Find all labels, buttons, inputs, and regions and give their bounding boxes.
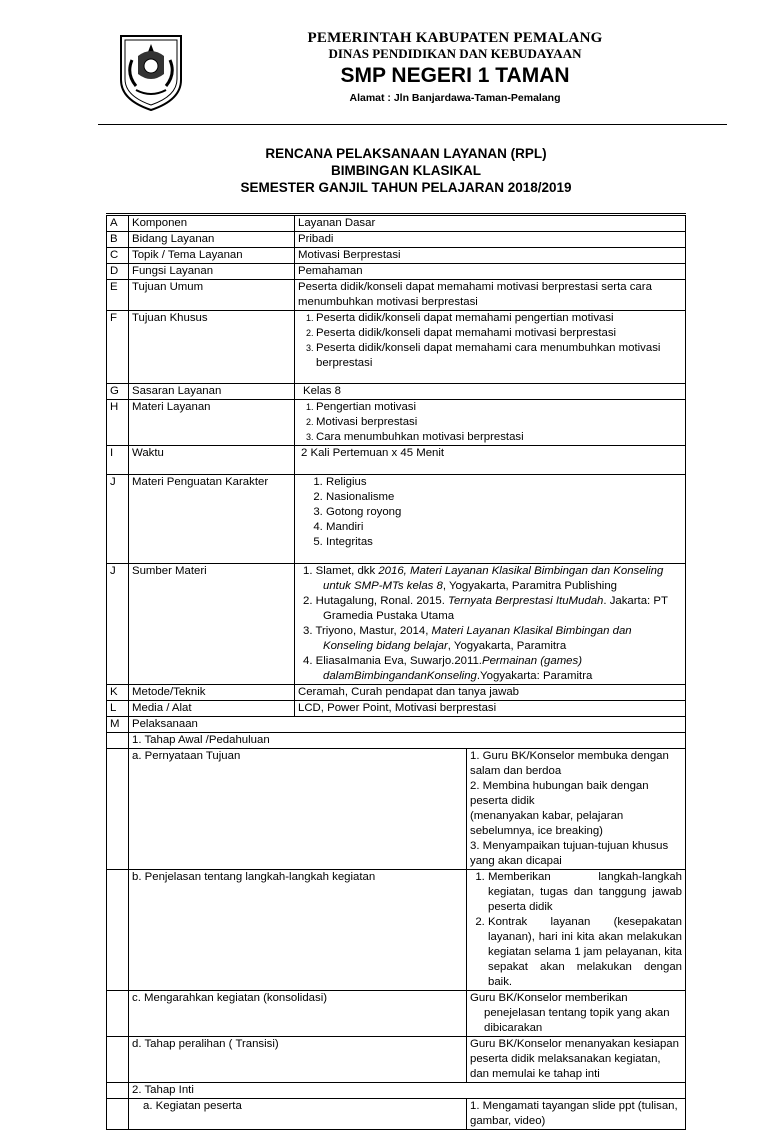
row-value: Pribadi bbox=[295, 232, 686, 248]
source-text: , Yogyakarta, Paramitra Publishing bbox=[442, 580, 617, 592]
table-row bbox=[107, 1037, 686, 1083]
table-row bbox=[107, 446, 686, 475]
table-row bbox=[107, 475, 686, 564]
row-label: Sumber Materi bbox=[129, 564, 295, 685]
row-code: J bbox=[107, 564, 129, 685]
source-title: Ternyata Berprestasi ItuMudah bbox=[448, 595, 604, 607]
stage-step-label bbox=[129, 870, 467, 991]
table-row bbox=[107, 685, 686, 701]
table-row bbox=[107, 280, 686, 311]
title-line-1: RENCANA PELAKSANAAN LAYANAN (RPL) bbox=[265, 146, 547, 161]
source-title: Permainan (games) dalamBimbingandanKonseling bbox=[323, 655, 583, 682]
source-text: 4. EliasaImania Eva, Suwarjo.2011. bbox=[303, 655, 482, 667]
row-label: Tujuan Umum bbox=[129, 280, 295, 311]
list-item: 2. Peserta didik/konseli dapat memahami motivasi berprestasi bbox=[316, 326, 682, 341]
table-row bbox=[107, 264, 686, 280]
source-title: 2016, Materi Layanan Klasikal Bimbingan dan Konseling untuk SMP-MTs kelas 8 bbox=[323, 565, 664, 592]
row-value bbox=[295, 311, 686, 384]
table-row bbox=[107, 232, 686, 248]
material-list bbox=[298, 400, 682, 445]
list-item: 2. Motivasi berprestasi bbox=[316, 415, 682, 430]
source-item bbox=[303, 654, 682, 684]
table-row bbox=[107, 1099, 686, 1130]
row-code: K bbox=[107, 685, 129, 701]
row-code: M bbox=[107, 717, 129, 733]
source-text: 2. Hutagalung, Ronal. 2015. bbox=[303, 595, 449, 607]
row-code: H bbox=[107, 400, 129, 446]
row-label: Media / Alat bbox=[129, 701, 295, 717]
row-value: Peserta didik/konseli dapat memahami motivasi berprestasi serta cara menumbuhkan motivasi berprestasi bbox=[295, 280, 686, 311]
title-line-3: SEMESTER GANJIL TAHUN PELAJARAN 2018/2019 bbox=[240, 180, 572, 195]
row-label: Tujuan Khusus bbox=[129, 311, 295, 384]
stage-heading: 1. Tahap Awal /Pedahuluan bbox=[129, 733, 686, 749]
rpl-table bbox=[106, 213, 686, 1130]
letterhead-department: DINAS PENDIDIKAN DAN KEBUDAYAAN bbox=[328, 46, 582, 61]
table-row bbox=[107, 215, 686, 232]
row-label: Topik / Tema Layanan bbox=[129, 248, 295, 264]
document-title bbox=[100, 145, 712, 196]
source-text: . Jakarta: PT Gramedia Pustaka Utama bbox=[323, 595, 668, 622]
row-label: Metode/Teknik bbox=[129, 685, 295, 701]
letterhead bbox=[200, 30, 710, 105]
stage-step-label-text: d. Tahap peralihan ( Transisi) bbox=[132, 1038, 279, 1050]
table-row bbox=[107, 248, 686, 264]
row-code: D bbox=[107, 264, 129, 280]
table-row bbox=[107, 749, 686, 870]
title-line-2: BIMBINGAN KLASIKAL bbox=[331, 163, 481, 178]
stage-step-label: a. Pernyataan Tujuan bbox=[129, 749, 467, 870]
character-list bbox=[298, 475, 682, 550]
row-code: G bbox=[107, 384, 129, 400]
row-code: B bbox=[107, 232, 129, 248]
list-item: 1. Guru BK/Konselor membuka dengan salam dan berdoa bbox=[470, 750, 669, 777]
row-code: L bbox=[107, 701, 129, 717]
letterhead-government: PEMERINTAH KABUPATEN PEMALANG bbox=[307, 30, 603, 46]
letterhead-address: Alamat : Jln Banjardawa-Taman-Pemalang bbox=[349, 92, 561, 104]
list-item: 3. Menyampaikan tujuan-tujuan khusus yang akan dicapai bbox=[470, 840, 669, 867]
row-label: Fungsi Layanan bbox=[129, 264, 295, 280]
row-value bbox=[295, 400, 686, 446]
row-label: Waktu bbox=[129, 446, 295, 475]
table-row bbox=[107, 717, 686, 733]
row-code: E bbox=[107, 280, 129, 311]
stage-step-value: Guru BK/Konselor menanyakan kesiapan peserta didik melaksanakan kegiatan, dan memulai ke tahap inti bbox=[467, 1037, 686, 1083]
table-row bbox=[107, 400, 686, 446]
list-item: 3. Gotong royong bbox=[326, 505, 682, 520]
row-label: Komponen bbox=[129, 215, 295, 232]
list-item: 1. Peserta didik/konseli dapat memahami pengertian motivasi bbox=[316, 311, 682, 326]
source-title: Materi Layanan Klasikal Bimbingan dan Konseling bidang belajar bbox=[323, 625, 632, 652]
list-item: 2. Kontrak layanan (kesepakatan layanan), hari ini kita akan melakukan kegiatan selama 1 jam pelayanan, kita sepakat akan melakukan dengan baik. bbox=[488, 915, 682, 990]
table-row bbox=[107, 701, 686, 717]
row-label: Sasaran Layanan bbox=[129, 384, 295, 400]
row-code: F bbox=[107, 311, 129, 384]
list-item: 5. Integritas bbox=[326, 535, 682, 550]
table-row bbox=[107, 733, 686, 749]
stage-step-label bbox=[129, 991, 467, 1037]
table-row bbox=[107, 384, 686, 400]
table-row bbox=[107, 311, 686, 384]
list-item: 1. Pengertian motivasi bbox=[316, 400, 682, 415]
row-value bbox=[295, 564, 686, 685]
row-value: Pemahaman bbox=[295, 264, 686, 280]
source-item bbox=[303, 594, 682, 624]
stage-step-label-text: b. Penjelasan tentang langkah-langkah kegiatan bbox=[132, 871, 376, 883]
list-item: 3. Cara menumbuhkan motivasi berprestasi bbox=[316, 430, 682, 445]
source-text: , Yogyakarta, Paramitra bbox=[447, 640, 567, 652]
stage-step-label: a. Kegiatan peserta bbox=[129, 1099, 467, 1130]
stage-step-value bbox=[467, 749, 686, 870]
source-text: 1. Slamet, dkk bbox=[303, 565, 379, 577]
list-item: 1. Memberikan langkah-langkah kegiatan, tugas dan tanggung jawab peserta didik bbox=[488, 870, 682, 915]
row-value: LCD, Power Point, Motivasi berprestasi bbox=[295, 701, 686, 717]
table-row bbox=[107, 564, 686, 685]
row-label: Bidang Layanan bbox=[129, 232, 295, 248]
steps-list bbox=[470, 870, 682, 990]
row-code: C bbox=[107, 248, 129, 264]
row-value bbox=[295, 475, 686, 564]
source-item bbox=[303, 624, 682, 654]
list-item: (menanyakan kabar, pelajaran sebelumnya, ice breaking) bbox=[470, 810, 624, 837]
row-value: Ceramah, Curah pendapat dan tanya jawab bbox=[295, 685, 686, 701]
table-row bbox=[107, 1083, 686, 1099]
table-row bbox=[107, 991, 686, 1037]
row-value: Layanan Dasar bbox=[295, 215, 686, 232]
stage-step-value-text: Guru BK/Konselor memberikan penejelasan tentang topik yang akan dibicarakan bbox=[470, 992, 670, 1034]
list-item: 4. Mandiri bbox=[326, 520, 682, 535]
source-text: .Yogyakarta: Paramitra bbox=[476, 670, 593, 682]
stage-step-value bbox=[467, 991, 686, 1037]
list-item: 1. Religius bbox=[326, 475, 682, 490]
row-value: Kelas 8 bbox=[295, 384, 686, 400]
source-item bbox=[303, 564, 682, 594]
row-value: 2 Kali Pertemuan x 45 Menit bbox=[295, 446, 686, 475]
table-row bbox=[107, 870, 686, 991]
stage-step-label-text: c. Mengarahkan kegiatan (konsolidasi) bbox=[132, 992, 328, 1004]
stage-heading: 2. Tahap Inti bbox=[129, 1083, 686, 1099]
row-label: Materi Layanan bbox=[129, 400, 295, 446]
row-label: Pelaksanaan bbox=[129, 717, 686, 733]
row-code: J bbox=[107, 475, 129, 564]
letterhead-school-name: SMP NEGERI 1 TAMAN bbox=[340, 64, 570, 87]
stage-step-value: 1. Mengamati tayangan slide ppt (tulisan, gambar, video) bbox=[467, 1099, 686, 1130]
list-item: 2. Membina hubungan baik dengan peserta didik bbox=[470, 780, 649, 807]
regency-coat-of-arms-icon bbox=[118, 30, 184, 112]
stage-step-label bbox=[129, 1037, 467, 1083]
row-value: Motivasi Berprestasi bbox=[295, 248, 686, 264]
letterhead-divider bbox=[98, 124, 727, 125]
row-label: Materi Penguatan Karakter bbox=[129, 475, 295, 564]
list-item: 2. Nasionalisme bbox=[326, 490, 682, 505]
stage-step-value bbox=[467, 870, 686, 991]
objectives-list bbox=[298, 311, 682, 371]
source-text: 3. Triyono, Mastur, 2014, bbox=[303, 625, 432, 637]
row-code: I bbox=[107, 446, 129, 475]
row-code: A bbox=[107, 215, 129, 232]
list-item: 3. Peserta didik/konseli dapat memahami cara menumbuhkan motivasi berprestasi bbox=[316, 341, 682, 371]
